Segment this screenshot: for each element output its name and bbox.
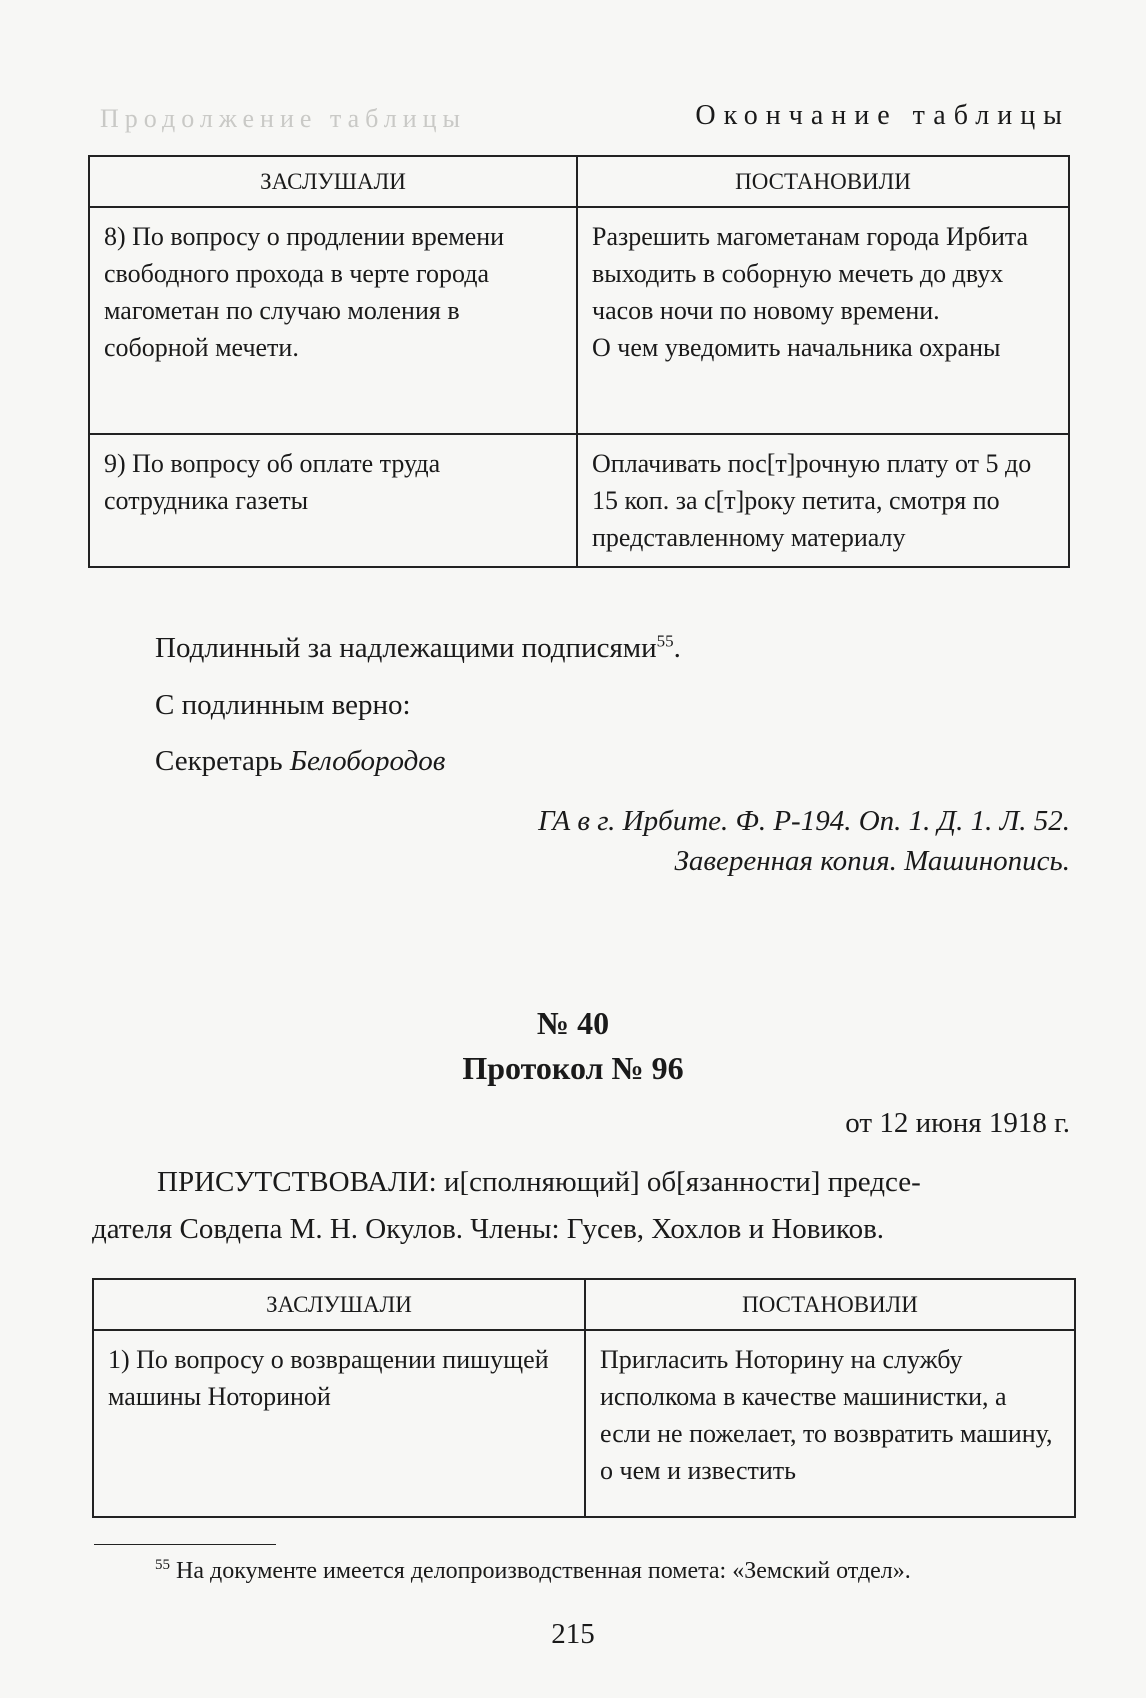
heard-cell: 8) По вопросу о продлении времени свободного прохода в черте города магометан по случаю моления в соборной мечети. [89, 207, 577, 434]
table-header-row [89, 156, 1069, 207]
protocol-table-continued [88, 155, 1070, 568]
table-row [89, 434, 1069, 567]
archive-reference: ГА в г. Ирбите. Ф. Р-194. Оп. 1. Д. 1. Л. 52. [538, 805, 1070, 837]
footnote [155, 1558, 911, 1585]
column-header-resolved: ПОСТАНОВИЛИ [585, 1279, 1075, 1330]
footnote-divider [94, 1544, 276, 1545]
table-row [89, 207, 1069, 434]
document-type: Заверенная копия. Машинопись. [674, 845, 1070, 877]
column-header-heard: ЗАСЛУШАЛИ [89, 156, 577, 207]
bleed-through-text: Продолжение таблицы [100, 104, 466, 133]
secretary-line: Секретарь Белобородов [155, 745, 446, 777]
table-row [93, 1330, 1075, 1517]
secretary-name: Белобородов [289, 745, 446, 777]
footnote-ref-55: 55 [656, 631, 674, 651]
heard-cell: 9) По вопросу об оплате труда сотрудника газеты [89, 434, 577, 567]
resolved-cell: Пригласить Ноторину на службу исполкома в качестве машинистки, а если не пожелает, то возвратить машину, о чем и известить [585, 1330, 1075, 1517]
attendance-line-1: ПРИСУТСТВОВАЛИ: и[сполняющий] об[язанности] предсе- [157, 1166, 921, 1198]
document-title: Протокол № 96 [462, 1050, 684, 1086]
document-date: от 12 июня 1918 г. [845, 1107, 1070, 1139]
heard-cell: 1) По вопросу о возвращении пишущей машины Ноториной [93, 1330, 585, 1517]
table-header-row [93, 1279, 1075, 1330]
true-copy-line: С подлинным верно: [155, 689, 411, 721]
resolved-cell: Разрешить магометанам города Ирбита выходить в соборную мечеть до двух часов ночи по новому времени. О чем уведомить начальника охраны [577, 207, 1069, 434]
footnote-text: На документе имеется делопроизводственная помета: «Земский отдел». [176, 1558, 911, 1584]
footnote-marker: 55 [155, 1557, 170, 1573]
document-number: № 40 [536, 1005, 610, 1041]
page-number: 215 [551, 1618, 595, 1650]
column-header-heard: ЗАСЛУШАЛИ [93, 1279, 585, 1330]
attendance-line-2: дателя Совдепа М. Н. Окулов. Члены: Гусев, Хохлов и Новиков. [92, 1213, 885, 1245]
column-header-resolved: ПОСТАНОВИЛИ [577, 156, 1069, 207]
protocol-table [92, 1278, 1076, 1518]
original-signatures-note: Подлинный за надлежащими подписями$^{55}$. [155, 631, 681, 664]
table-continuation-label: Окончание таблицы [695, 100, 1070, 131]
resolved-cell: Оплачивать пос[т]рочную плату от 5 до 15 коп. за с[т]року петита, смотря по представленному материалу [577, 434, 1069, 567]
